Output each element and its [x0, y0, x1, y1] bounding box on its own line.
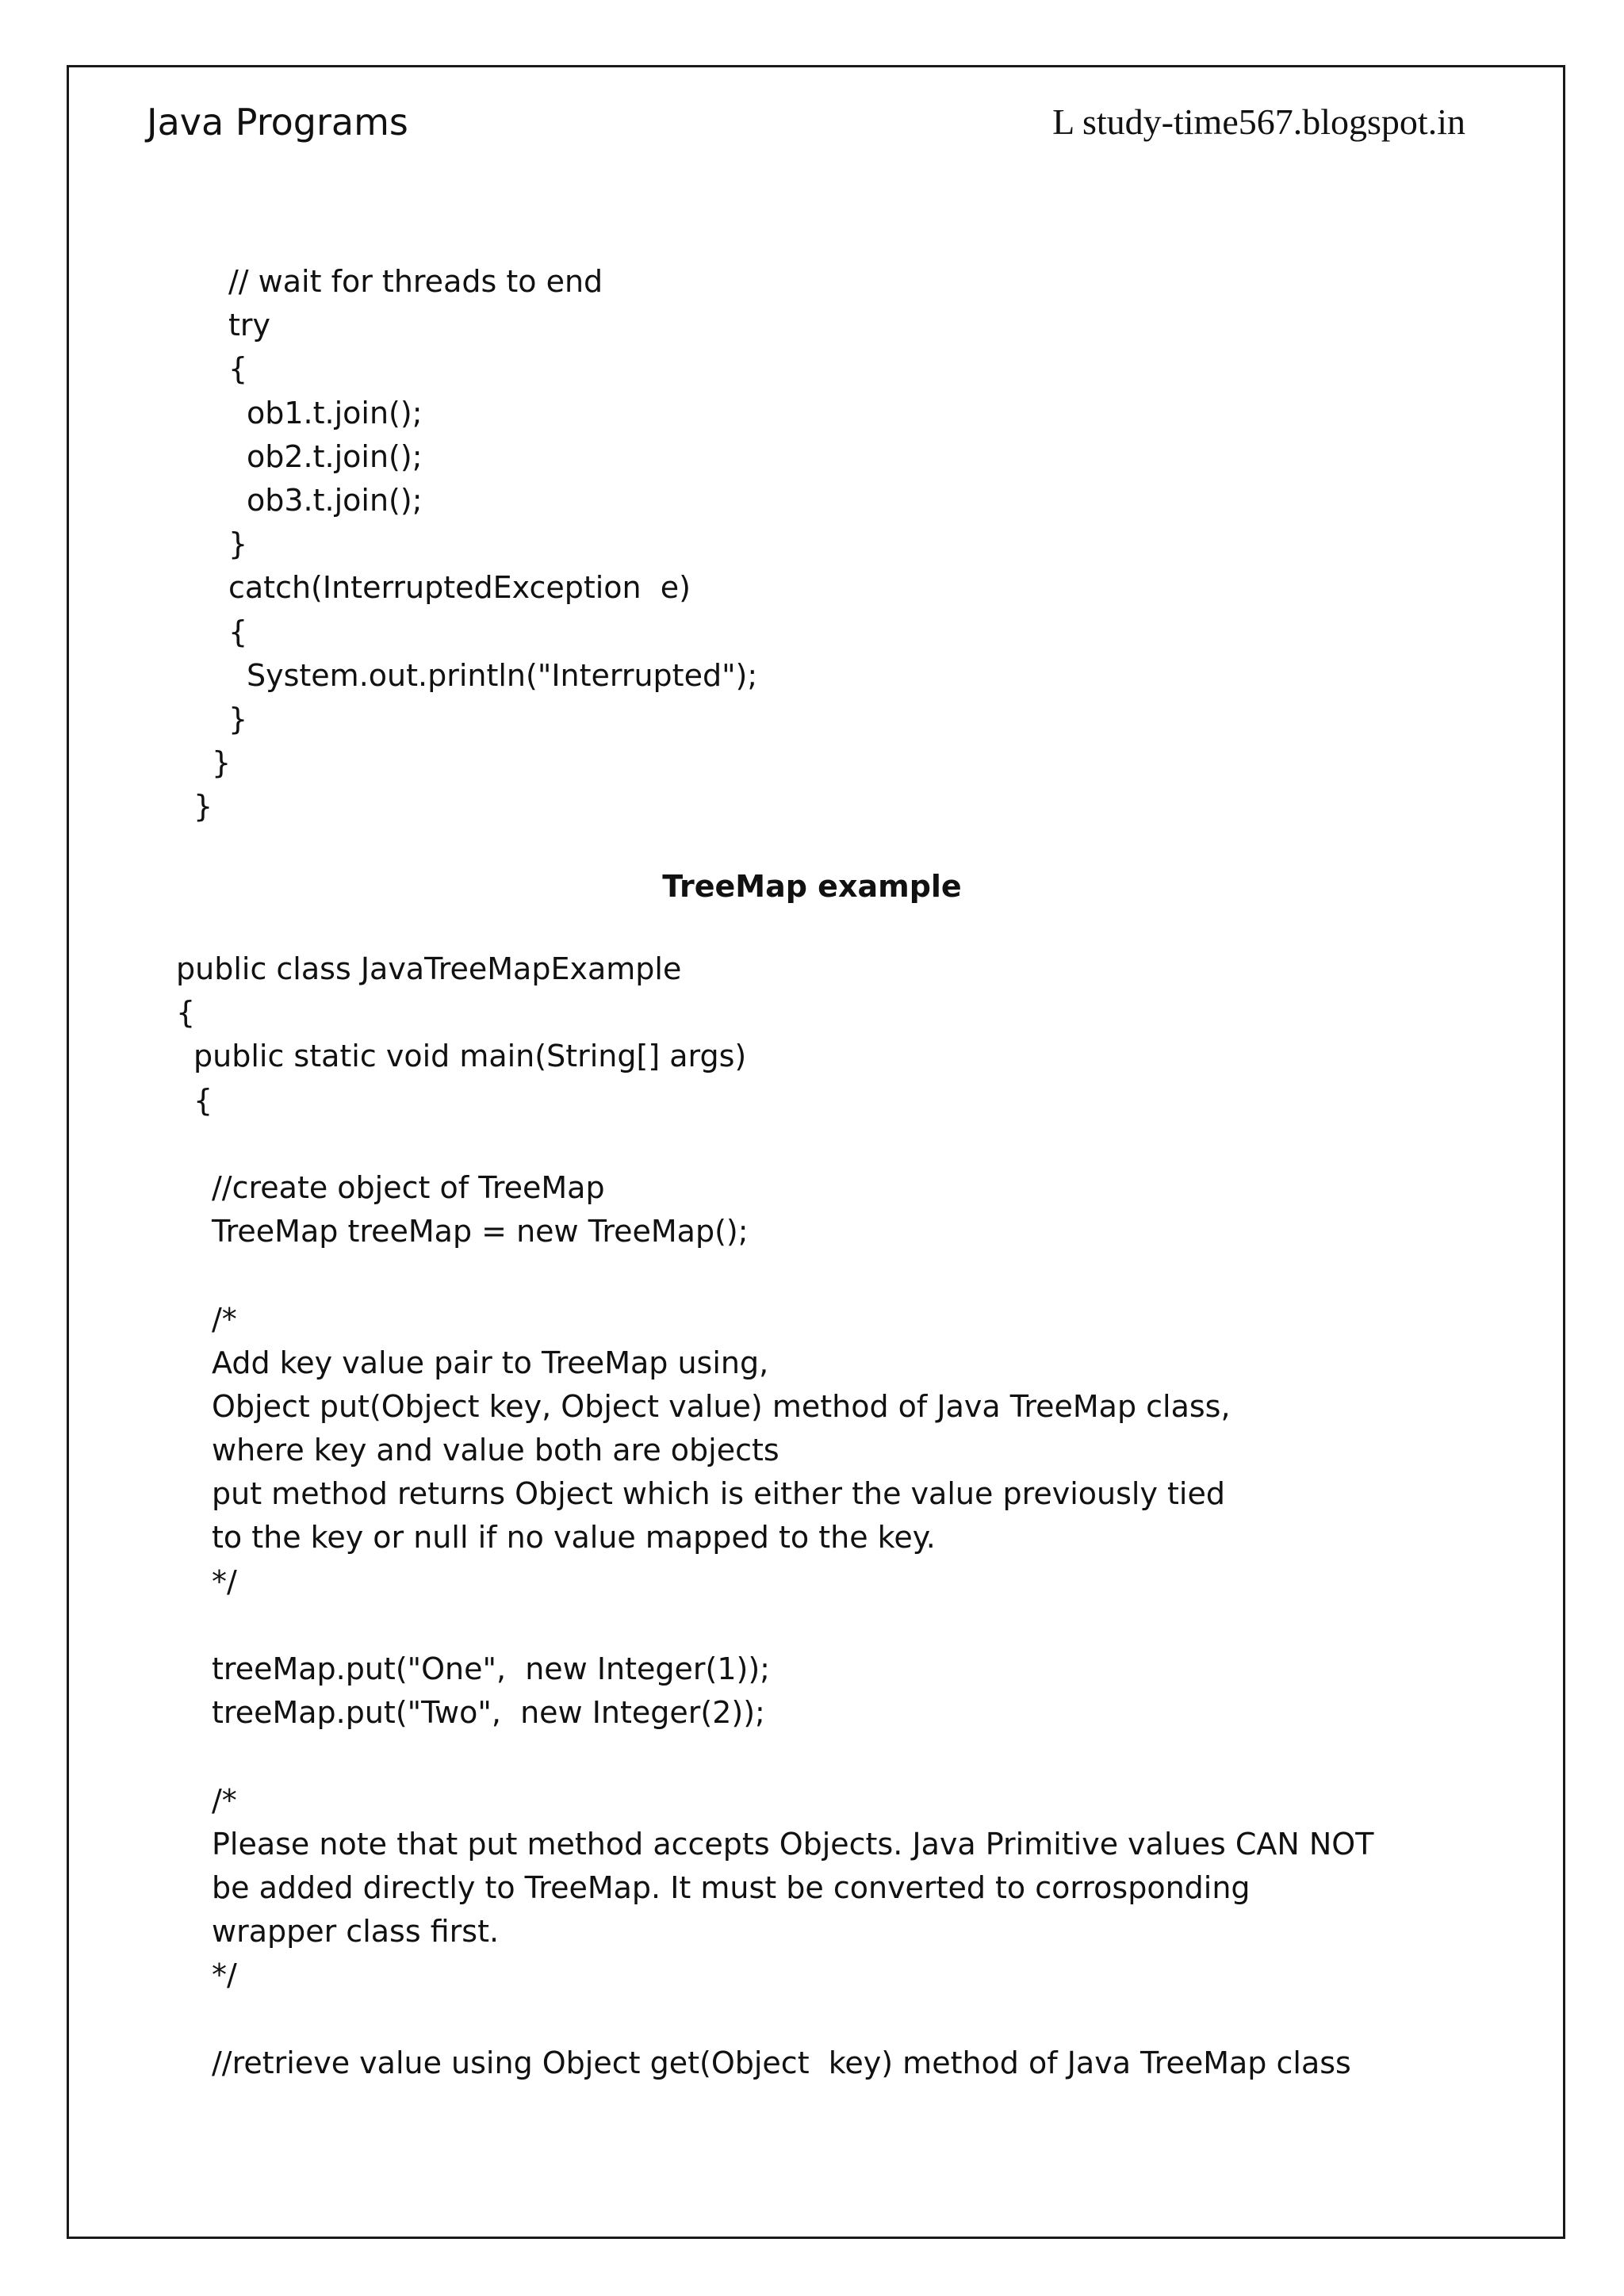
code-line: {	[228, 614, 248, 649]
section-title: TreeMap example	[662, 869, 962, 904]
code-line: where key and value both are objects	[212, 1433, 779, 1468]
code-line: put method returns Object which is either the value previously tied	[212, 1476, 1225, 1512]
code-line: wrapper class first.	[212, 1914, 500, 1950]
code-line: ob3.t.join();	[247, 482, 423, 518]
code-line	[0, 1604, 1624, 1647]
code-line: try	[228, 308, 271, 343]
code-line: /*	[212, 1301, 237, 1337]
code-line: //retrieve value using Object get(Object key) method of Java TreeMap class	[212, 2045, 1351, 2080]
code-block-treemap-example	[0, 947, 1624, 2085]
code-line: {	[193, 1082, 213, 1118]
code-line: ob1.t.join();	[247, 395, 423, 430]
code-line: {	[176, 995, 196, 1031]
code-line: //create object of TreeMap	[212, 1169, 605, 1205]
code-line: */	[212, 1957, 237, 1993]
code-line: be added directly to TreeMap. It must be converted to corrosponding	[212, 1869, 1251, 1905]
code-line	[0, 1253, 1624, 1297]
code-line: }	[212, 745, 232, 781]
code-line: public static void main(String[] args)	[193, 1039, 747, 1074]
code-line: /*	[212, 1782, 237, 1818]
code-line: ob2.t.join();	[247, 438, 423, 474]
code-line: treeMap.put("One", new Integer(1));	[212, 1651, 770, 1686]
code-line: }	[193, 789, 213, 825]
code-line: }	[228, 526, 248, 562]
code-line	[0, 1998, 1624, 2042]
code-line: catch(InterruptedException e)	[228, 570, 691, 606]
code-line: Add key value pair to TreeMap using,	[212, 1345, 769, 1380]
code-line: // wait for threads to end	[228, 264, 603, 299]
code-line: Please note that put method accepts Objects. Java Primitive values CAN NOT	[212, 1826, 1374, 1862]
code-block-thread-join	[0, 260, 1624, 828]
code-line: System.out.println("Interrupted");	[247, 657, 758, 693]
code-line: */	[212, 1563, 237, 1599]
code-line: Object put(Object key, Object value) method of Java TreeMap class,	[212, 1388, 1231, 1424]
code-line: TreeMap treeMap = new TreeMap();	[212, 1214, 749, 1249]
document-title: Java Programs	[147, 101, 408, 144]
code-line: public class JavaTreeMapExample	[176, 951, 682, 986]
code-line: to the key or null if no value mapped to the key.	[212, 1520, 936, 1556]
code-line: treeMap.put("Two", new Integer(2));	[212, 1695, 765, 1731]
blog-url: L study-time567.blogspot.in	[1052, 101, 1465, 142]
code-line	[0, 1735, 1624, 1778]
code-line: }	[228, 701, 248, 737]
code-line: {	[228, 351, 248, 387]
code-line	[0, 1123, 1624, 1166]
